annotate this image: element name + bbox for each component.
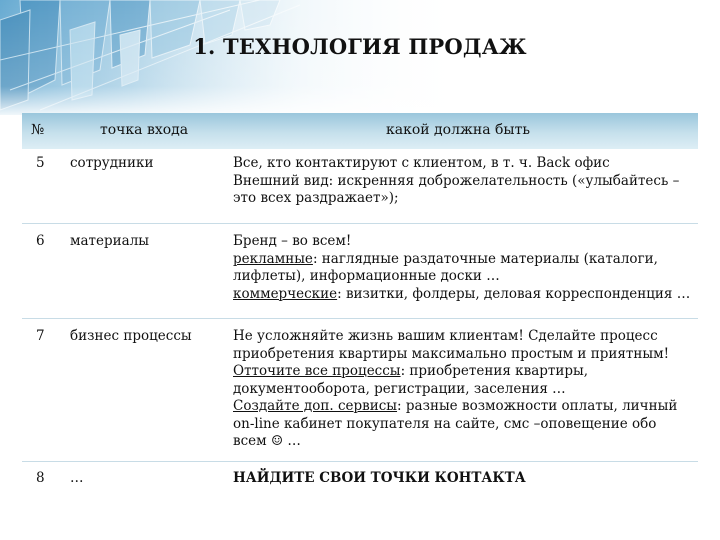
description-line: документооборота, регистрации, заселения … <box>233 380 566 397</box>
row-description <box>233 233 693 303</box>
underlined-term: Отточите все процессы <box>233 363 401 379</box>
description-text: : визитки, фолдеры, деловая корреспонденция … <box>337 285 691 302</box>
header-entry-point: точка входа <box>100 122 189 138</box>
underlined-term: рекламные <box>233 250 313 267</box>
row-divider <box>22 461 698 462</box>
row-divider <box>22 223 698 224</box>
description-line: приобретения квартиры максимально простым и приятным! <box>233 345 670 362</box>
description-line <box>233 286 693 304</box>
description-line: это всех раздражает»); <box>233 190 399 206</box>
callout-find-touchpoints: НАЙДИТЕ СВОИ ТОЧКИ КОНТАКТА <box>233 470 526 486</box>
description-line: Не усложняйте жизнь вашим клиентам! Сделайте процесс <box>233 328 658 344</box>
row-description <box>233 328 693 451</box>
underlined-term: Создайте доп. сервисы <box>233 398 398 414</box>
description-line <box>233 251 693 269</box>
description-line <box>233 363 693 381</box>
description-line: всем ☺ … <box>233 433 301 449</box>
row-number: 7 <box>36 328 45 344</box>
row-divider <box>22 318 698 319</box>
row-entry-point: бизнес процессы <box>70 328 192 344</box>
description-line: Бренд – во всем! <box>233 233 352 249</box>
row-entry-point: … <box>70 470 84 486</box>
row-description <box>233 155 693 208</box>
row-number: 6 <box>36 233 45 249</box>
description-text: : разные возможности оплаты, личный <box>397 398 678 414</box>
header-number: № <box>31 122 45 138</box>
row-entry-point: материалы <box>70 233 150 249</box>
description-text: : приобретения квартиры, <box>400 363 589 379</box>
row-entry-point: сотрудники <box>70 155 154 171</box>
description-line: on-line кабинет покупателя на сайте, смс –оповещение обо <box>233 415 657 432</box>
underlined-term: коммерческие <box>233 285 338 302</box>
description-text: : наглядные раздаточные материалы (каталоги, <box>312 250 658 267</box>
description-line: Все, кто контактируют с клиентом, в т. ч. Back офис <box>233 155 610 171</box>
description-line: Внешний вид: искренняя доброжелательность («улыбайтесь – <box>233 172 680 189</box>
row-number: 8 <box>36 470 45 486</box>
row-number: 5 <box>36 155 45 171</box>
description-line: лифлеты), информационные доски … <box>233 268 500 284</box>
description-line <box>233 398 693 416</box>
header-how-it-should-be: какой должна быть <box>386 122 530 138</box>
slide-title: 1. ТЕХНОЛОГИЯ ПРОДАЖ <box>193 34 527 59</box>
